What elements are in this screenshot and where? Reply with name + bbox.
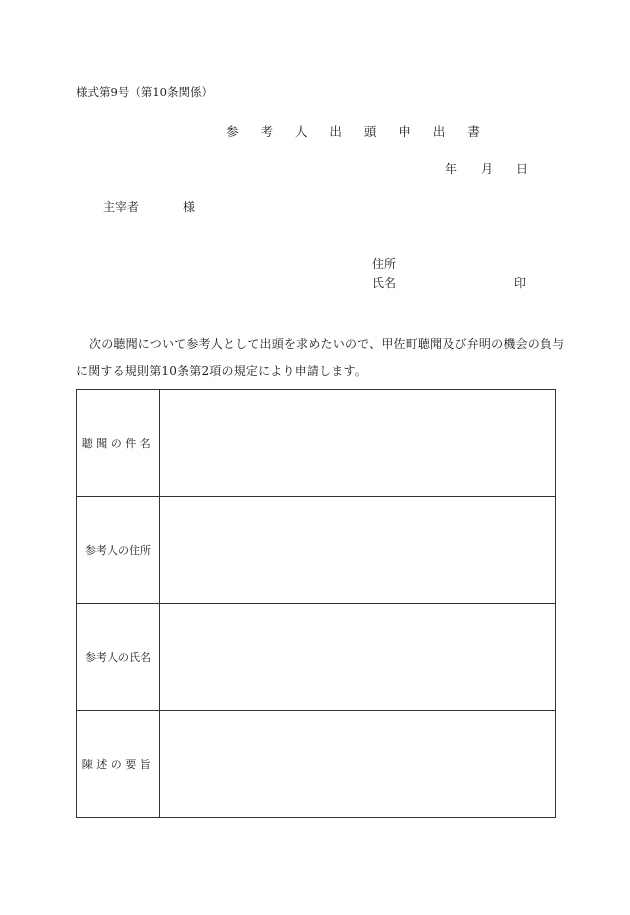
witness-name-label: 参考人の氏名 <box>77 604 160 711</box>
table-row <box>77 497 556 604</box>
hearing-subject-field[interactable] <box>160 390 556 497</box>
applicant-address-label: 住所 <box>372 257 397 271</box>
applicant-name-label: 氏名 <box>372 276 397 290</box>
body-text-line-2: に関する規則第10条第2項の規定により申請します。 <box>76 364 367 378</box>
table-row <box>77 711 556 818</box>
statement-summary-field[interactable] <box>160 711 556 818</box>
table-row <box>77 390 556 497</box>
hearing-subject-label: 聴聞の件名 <box>77 390 160 497</box>
application-table <box>76 389 556 818</box>
date-year-label: 年 <box>445 162 458 176</box>
witness-name-field[interactable] <box>160 604 556 711</box>
date-day-label: 日 <box>516 162 529 176</box>
addressee-honorific: 様 <box>183 200 196 214</box>
statement-summary-label: 陳述の要旨 <box>77 711 160 818</box>
seal-mark: 印 <box>514 276 527 290</box>
document-title: 参 考 人 出 頭 申 出 書 <box>226 124 489 139</box>
form-number: 様式第9号（第10条関係） <box>76 85 213 99</box>
body-text-line-1: 次の聴聞について参考人として出頭を求めたいので、甲佐町聴聞及び弁明の機会の負与 <box>89 337 565 351</box>
table-row <box>77 604 556 711</box>
date-month-label: 月 <box>481 162 494 176</box>
witness-address-label: 参考人の住所 <box>77 497 160 604</box>
addressee-label: 主宰者 <box>103 200 140 214</box>
witness-address-field[interactable] <box>160 497 556 604</box>
